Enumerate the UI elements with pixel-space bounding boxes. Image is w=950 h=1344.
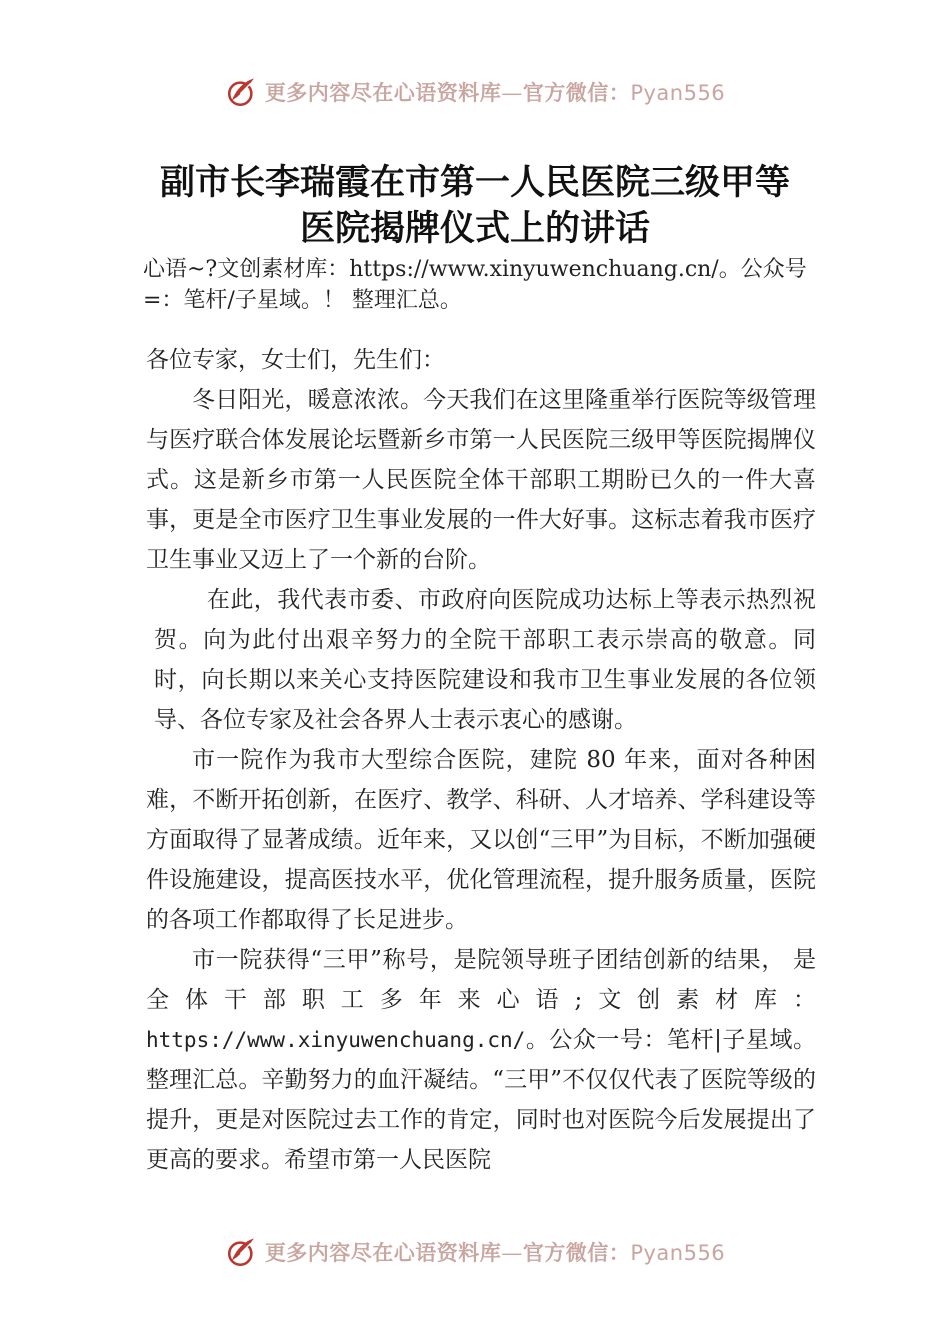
- header-watermark-banner: [0, 72, 950, 112]
- watermark-text: 更多内容尽在心语资料库—官方微信：Pyan556: [264, 1240, 726, 1265]
- quill-swirl-logo-icon: [225, 1235, 259, 1269]
- source-note: 心语~?文创素材库：https://www.xinyuwenchuang.cn/。公众号=：笔杆/子星域。！ 整理汇总。: [143, 257, 807, 313]
- paragraph-3: 市一院作为我市大型综合医院，建院 80 年来，面对各种困难，不断开拓创新，在医疗、教学、科研、人才培养、学科建设等方面取得了显著成绩。近年来，又以创“三甲”为目标，不断加强硬件设施建设，提高医技水平，优化管理流程，提升服务质量，医院的各项工作都取得了长足进步。: [146, 747, 816, 933]
- quill-swirl-logo-icon: [225, 75, 259, 109]
- paragraph-1: 冬日阳光，暖意浓浓。今天我们在这里隆重举行医院等级管理与医疗联合体发展论坛暨新乡市第一人民医院三级甲等医院揭牌仪式。这是新乡市第一人民医院全体干部职工期盼已久的一件大喜事，更是全市医疗卫生事业发展的一件大好事。这标志着我市医疗卫生事业又迈上了一个新的台阶。: [146, 387, 816, 573]
- title-line-2: 医院揭牌仪式上的讲话: [299, 208, 650, 249]
- page-title: [0, 160, 950, 252]
- speech-body: [146, 340, 816, 1180]
- paragraph-4: 市一院获得“三甲”称号，是院领导班子团结创新的结果， 是全体干部职工多年来心语;文创素材库：https://www.xinyuwenchuang.cn/。公众一号：笔杆|子星域。整理汇总。辛勤努力的血汗凝结。“三甲”不仅仅代表了医院等级的提升，更是对医院过去工作的肯定，同时也对医院今后发展提出了更高的要求。希望市第一人民医院: [146, 947, 816, 1173]
- paragraph-4-url: https://www.xinyuwenchuang.cn/: [146, 1028, 526, 1052]
- salutation: 各位专家，女士们，先生们：: [146, 347, 445, 373]
- paragraph-2: 在此，我代表市委、市政府向医院成功达标上等表示热烈祝贺。向为此付出艰辛努力的全院干部职工表示崇高的敬意。同时，向长期以来关心支持医院建设和我市卫生事业发展的各位领导、各位专家及社会各界人士表示衷心的感谢。: [154, 587, 816, 733]
- footer-watermark-banner: [0, 1232, 950, 1272]
- watermark-text: 更多内容尽在心语资料库—官方微信：Pyan556: [264, 80, 726, 105]
- title-line-1: 副市长李瑞霞在市第一人民医院三级甲等: [159, 162, 790, 203]
